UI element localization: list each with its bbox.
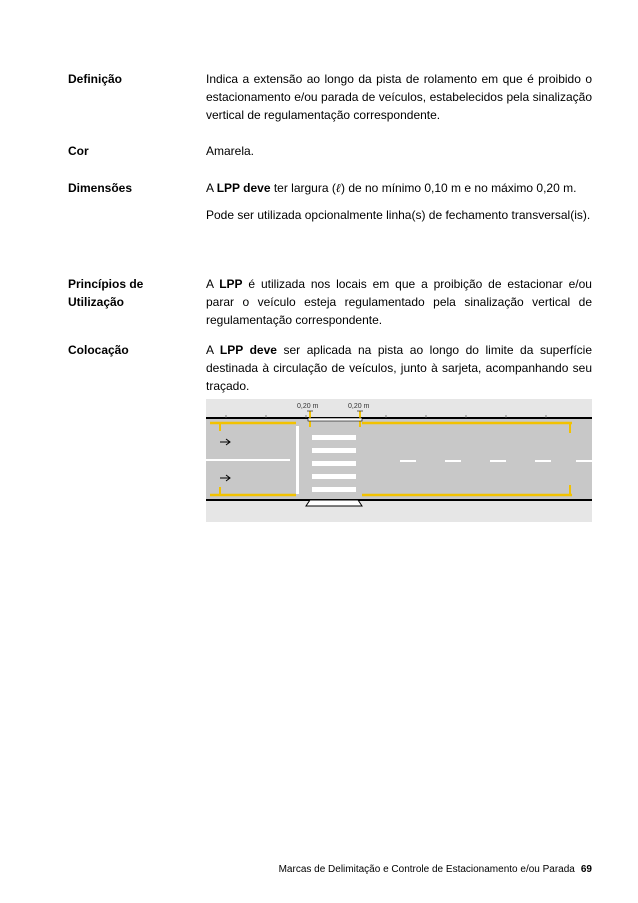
- dim-text-bold: LPP deve: [216, 181, 271, 195]
- text-principios: [206, 275, 592, 329]
- text-colocacao: [206, 341, 592, 395]
- footer-text: Marcas de Delimitação e Controle de Estacionamento e/ou Parada: [278, 864, 575, 875]
- upper-sidewalk: [206, 399, 592, 418]
- label-definicao: Definição: [68, 72, 123, 86]
- principios-pre: A: [206, 277, 220, 291]
- label-colocacao: Colocação: [68, 343, 129, 357]
- dim-ell-symbol: ℓ: [335, 181, 341, 195]
- dimensoes-paragraph-1: [206, 179, 592, 197]
- dim-text-pre: A: [206, 181, 217, 195]
- curb-ramp-upper: [308, 418, 362, 421]
- stop-line: [296, 426, 299, 494]
- dimensoes-paragraph-2: Pode ser utilizada opcionalmente linha(s) de fechamento transversal(is).: [206, 208, 591, 222]
- dim-label-1: 0,20 m: [297, 403, 319, 410]
- text-cor: Amarela.: [206, 144, 255, 158]
- curb-ramp-lower: [306, 500, 362, 506]
- text-definicao: Indica a extensão ao longo da pista de rolamento em que é proibido o estacionamento e/ou parada de veículos, estabelecidos pela sinalização vertical de regulamentação correspondente.: [206, 72, 592, 122]
- colocacao-post: ser aplicada na pista ao longo do limite da superfície destinada à circulação de veículos, junto à sarjeta, acompanhando seu traçado.: [206, 343, 592, 393]
- dim-text-post: ) de no mínimo 0,10 m e no máximo 0,20 m.: [341, 181, 577, 195]
- colocacao-bold: LPP deve: [219, 343, 277, 357]
- dim-label-2: 0,20 m: [348, 403, 370, 410]
- label-principios-line2: Utilização: [68, 295, 125, 309]
- dim-text-mid: ter largura (: [270, 181, 336, 195]
- colocacao-pre: A: [206, 343, 220, 357]
- label-dimensoes: Dimensões: [68, 181, 133, 195]
- text-dimensoes: [206, 179, 592, 224]
- label-principios: [68, 275, 198, 311]
- principios-post: é utilizada nos locais em que a proibição de estacionar e/ou parar o veículo esteja regulamentado pela sinalização vertical de regulamentação correspondente.: [206, 277, 592, 327]
- road-diagram-svg: [206, 399, 592, 522]
- page-number: 69: [580, 864, 592, 875]
- lower-sidewalk: [206, 500, 592, 522]
- label-cor: Cor: [68, 144, 89, 158]
- page-footer: [246, 864, 592, 875]
- label-principios-line1: Princípios de: [68, 277, 144, 291]
- road-diagram: [206, 399, 592, 522]
- principios-bold: LPP: [219, 277, 243, 291]
